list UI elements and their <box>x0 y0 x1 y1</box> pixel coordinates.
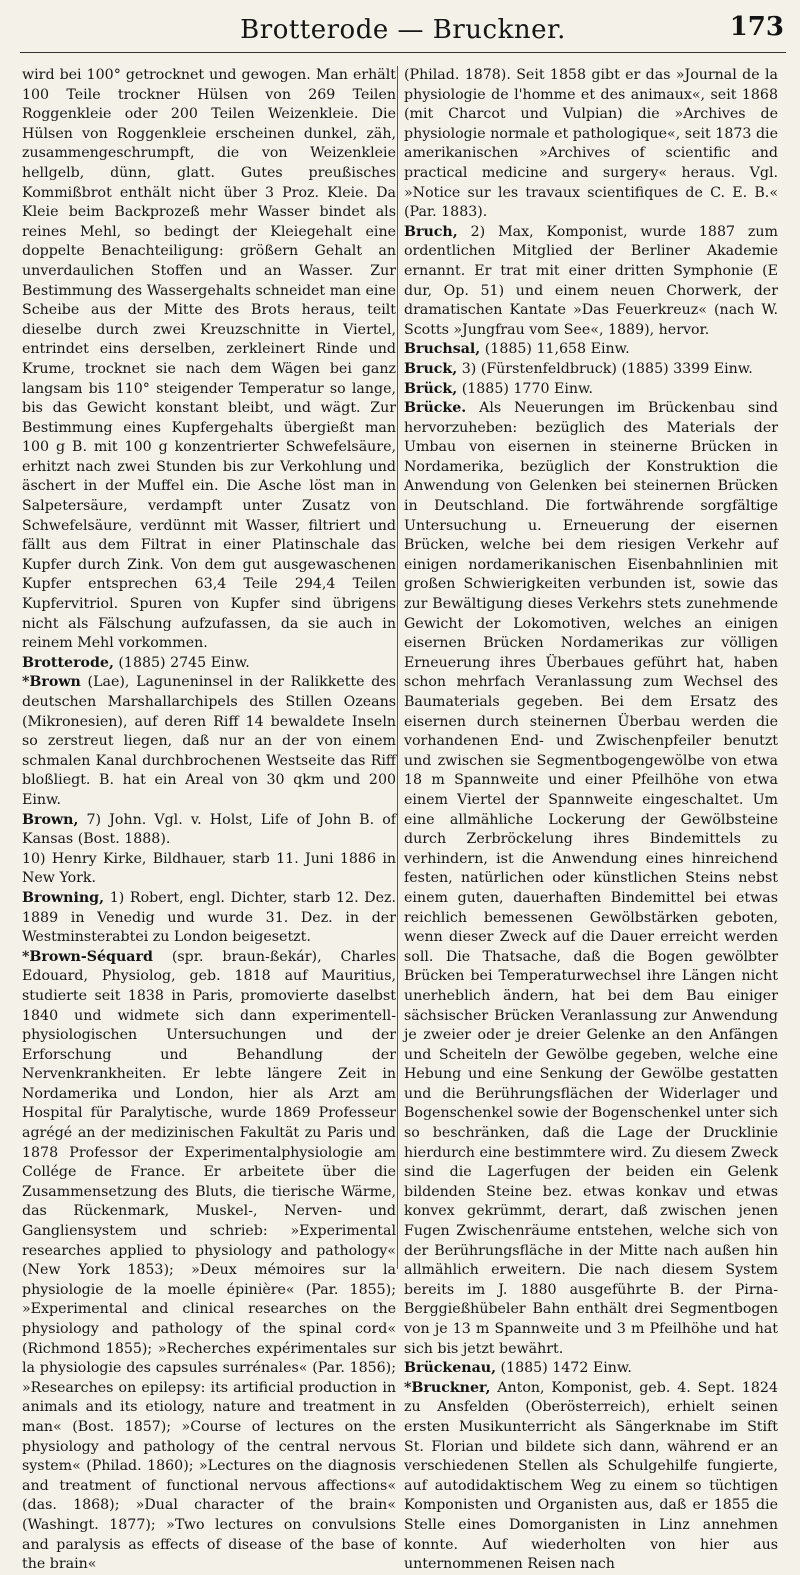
entry-headword: Brown, <box>22 811 79 828</box>
entry-headword: Bruck, <box>404 360 458 377</box>
entry-headword: Browning, <box>22 889 105 906</box>
entry-headword: *Brown <box>22 674 81 691</box>
column-divider <box>397 66 398 1269</box>
entry-headword: Brück, <box>404 380 458 397</box>
entry-headword: Brückenau, <box>404 1360 497 1377</box>
entry-paragraph: Brück, (1885) 1770 Einw. <box>404 380 594 397</box>
entry-paragraph: 10) Henry Kirke, Bildhauer, starb 11. Juni 1886 in New York. <box>22 850 396 887</box>
entry-headword: Brücke. <box>404 400 467 417</box>
page-header <box>20 8 786 53</box>
page-number: 173 <box>729 12 784 42</box>
entry-headword: Brotterode, <box>22 654 114 671</box>
entry-paragraph: Brückenau, (1885) 1472 Einw. <box>404 1360 632 1377</box>
left-column <box>22 66 396 1575</box>
entry-paragraph: Bruch, 2) Max, Komponist, wurde 1887 zum ordentlichen Mitglied der Berliner Akademie ernannt. Er trat mit einer dritten Symphonie (E dur, Op. 51) und einem neuen Chorwerk, der dramatischen Kantate »Das Feuerkreuz« (nach W. Scotts »Jungfrau vom See«, 1889), hervor. <box>404 223 778 338</box>
entry-paragraph: Bruck, 3) (Fürstenfeldbruck) (1885) 3399 Einw. <box>404 360 753 377</box>
entry-paragraph: *Bruckner, Anton, Komponist, geb. 4. Sept. 1824 zu Ansfelden (Oberösterreich), erhielt seinen ersten Musikunterricht als Sängerknabe im Stift St. Florian und bildete sich dann, während er an verschiedenen Stellen als Schulgehilfe fungierte, auf autodidaktischem Weg zu einem so tüchtigen Komponisten und Organisten aus, daß er 1855 die Stelle eines Domorganisten in Linz annehmen konnte. Auf wiederholten von hier aus unternommenen Reisen nach <box>404 1379 778 1573</box>
running-title: Brotterode — Bruckner. <box>240 15 566 45</box>
right-column <box>404 66 778 1575</box>
entry-headword: Bruchsal, <box>404 341 481 358</box>
entry-paragraph: Browning, 1) Robert, engl. Dichter, starb 12. Dez. 1889 in Venedig und wurde 31. Dez. in der Westminsterabtei zu London beigesetzt. <box>22 889 396 946</box>
entry-paragraph: Brotterode, (1885) 2745 Einw. <box>22 654 250 671</box>
entry-headword: *Bruckner, <box>404 1379 491 1396</box>
entry-headword: Bruch, <box>404 223 458 240</box>
entry-paragraph: *Brown (Lae), Laguneninsel in der Ralikkette des deutschen Marshallarchipels des Stillen Ozeans (Mikronesien), auf deren Riff 14 bewaldete Inseln so zerstreut liegen, daß nur an der von einem schmalen Kanal durchbrochenen Westseite das Riff bloßliegt. B. hat ein Areal von 30 qkm und 200 Einw. <box>22 674 396 808</box>
entry-paragraph: wird bei 100° getrocknet und gewogen. Man erhält 100 Teile trockner Hülsen von 269 Teilen Roggenkleie oder 200 Teilen Weizenkleie. Die Hülsen von Roggenkleie erscheinen dunkel, zäh, zusammengeschrumpft, die von Weizenkleie hellgelb, dünn, glatt. Gutes preußisches Kommißbrot enthält nicht über 3 Proz. Kleie. Da Kleie beim Backprozeß mehr Wasser bindet als reines Mehl, so bedingt der Kleiegehalt eine doppelte Benachteiligung: größern Gehalt an unverdaulichen Stoffen und an Wasser. Zur Bestimmung des Wassergehalts schneidet man eine Scheibe aus der Mitte des Brots heraus, teilt dieselbe durch zwei Kreuzschnitte in Viertel, entrindet eins derselben, zerkleinert Rinde und Krume, trocknet sie nach dem Wägen bei ganz langsam bis 110° steigender Temperatur so lange, bis das Gewicht konstant bleibt, und wägt. Zur Bestimmung eines Kupfergehalts übergießt man 100 g B. mit 100 g konzentrierter Schwefelsäure, erhitzt nach zwei Stunden bis zur Verkohlung und äschert in der Muffel ein. Die Asche löst man in Salpetersäure, verdampft unter Zusatz von Schwefelsäure, verdünnt mit Wasser, filtriert und fällt aus dem Filtrat in einer Platinschale das Kupfer durch Zink. Von dem gut ausgewaschenen Kupfer entsprechen 63,4 Teile 294,4 Teilen Kupfervitriol. Spuren von Kupfer sind übrigens nicht als Fälschung aufzufassen, da sie auch in reinem Mehl vorkommen. <box>22 67 396 652</box>
entry-paragraph: (Philad. 1878). Seit 1858 gibt er das »Journal de la physiologie de l'homme et des animaux«, seit 1868 (mit Charcot und Vulpian) die »Archives de physiologie normale et pathologique«, seit 1873 die amerikanischen »Archives of scientific and practical medicine and surgery« heraus. Vgl. »Notice sur les travaux scientifiques de C. E. B.« (Par. 1883). <box>404 67 778 221</box>
entry-paragraph: Brücke. Als Neuerungen im Brückenbau sind hervorzuheben: bezüglich des Materials der Umbau von eisernen in steinerne Brücken in Nordamerika, bezüglich der Konstruktion die Anwendung von Gelenken bei steinernen Brücken in Deutschland. Die fortwährende sorgfältige Untersuchung u. Erneuerung der eisernen Brücken, welche bei dem riesigen Verkehr auf einigen nordamerikanischen Eisenbahnlinien mit großen Schwierigkeiten verbunden ist, sowie das zur Bewältigung dieses Verkehrs stets zunehmende Gewicht der Lokomotiven, welches an einigen eisernen Brücken Nordamerikas zur völligen Erneuerung ihres Überbaues geführt hat, haben schon mehrfach Veranlassung zum Wechsel des Baumaterials gegeben. Bei dem Ersatz des eisernen durch steinernen Überbau werden die vorhandenen End- und Zwischenpfeiler benutzt und zwischen sie Segmentbogengewölbe von etwa 18 m Spannweite und einer Pfeilhöhe von etwa einem Viertel der Spannweite eingeschaltet. Um eine allmähliche Lockerung der Gewölbsteine durch Zerbröckelung ihres Bindemittels zu verhindern, ist die Anwendung eines hinreichend festen, natürlichen oder künstlichen Steins nebst einem guten, dauerhaften Bindemittel bei etwas reichlich bemessenen Gewölbstärken geboten, wenn dieser Zweck auf die Dauer erreicht werden soll. Die Thatsache, daß die Bogen gewölbter Brücken bei Temperaturwechsel ihre Längen nicht unerheblich ändern, hat bei dem Bau einiger sächsischer Brücken Veranlassung zur Anwendung je zweier oder je dreier Gelenke an den Anfängen und Scheiteln der Gewölbe gegeben, welche eine Hebung und eine Senkung der Gewölbe gestatten und die Berührungsflächen der Widerlager und Bogenschenkel sowie der Bogenschenkel unter sich so beschränken, daß die Lage der Drucklinie hierdurch eine bestimmtere wird. Zu diesem Zweck sind die Lagerfugen der beiden ein Gelenk bildenden Steine bez. etwas konkav und etwas konvex gekrümmt, derart, daß zwischen jenen Fugen Zwischenräume entstehen, welche sich von der Berührungsfläche in der Mitte nach außen hin allmählich erweitern. Die nach diesem System bereits im J. 1880 ausgeführte B. der Pirna-Berggießhübeler Bahn enthält drei Segmentbogen von je 13 m Spannweite und 3 m Pfeilhöhe und hat sich bis jetzt bewährt. <box>404 400 778 1357</box>
entry-paragraph: *Brown-Séquard (spr. braun-ßekár), Charles Edouard, Physiolog, geb. 1818 auf Mauritius, studierte seit 1838 in Paris, promovierte daselbst 1840 und widmete sich dann experimentell-physiologischen Untersuchungen und der Erforschung und Behandlung der Nervenkrankheiten. Er lebte längere Zeit in Nordamerika und London, hier als Arzt am Hospital für Paralytische, wurde 1869 Professeur agrégé an der medizinischen Fakultät zu Paris und 1878 Professor der Experimentalphysiologie am Collége de France. Er arbeitete über die Zusammensetzung des Bluts, die tierische Wärme, das Rückenmark, Muskel-, Nerven- und Gangliensystem und schrieb: »Experimental researches applied to physiology and pathology« (New York 1853); »Deux mémoires sur la physiologie de la moelle épinière« (Par. 1855); »Experimental and clinical researches on the physiology and pathology of the spinal cord« (Richmond 1855); »Recherches expérimentales sur la physiologie des capsules surrénales« (Par. 1856); »Researches on epilepsy: its artificial production in animals and its etiology, nature and treatment in man« (Bost. 1857); »Course of lectures on the physiology and pathology of the central nervous system« (Philad. 1860); »Lectures on the diagnosis and treatment of functional nervous affections« (das. 1868); »Dual character of the brain« (Washingt. 1877); »Two lectures on convulsions and paralysis as effects of disease of the base of the brain« <box>22 948 396 1573</box>
entry-headword: *Brown-Séquard <box>22 948 153 965</box>
entry-paragraph: Brown, 7) John. Vgl. v. Holst, Life of John B. of Kansas (Bost. 1888). <box>22 811 396 848</box>
entry-paragraph: Bruchsal, (1885) 11,658 Einw. <box>404 341 630 358</box>
